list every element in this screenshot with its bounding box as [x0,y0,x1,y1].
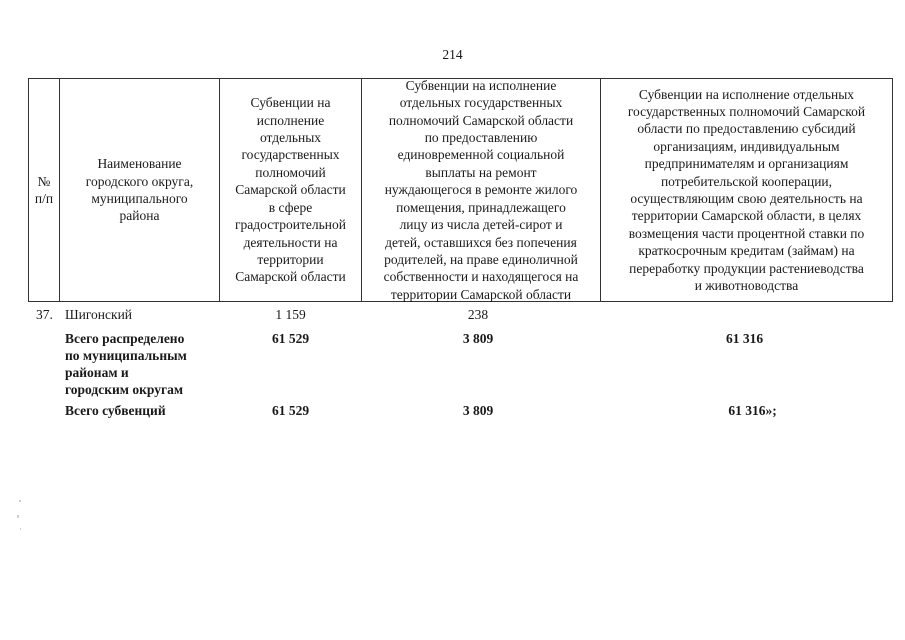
header-housing-repair-line: полномочий Самарской области [388,112,574,128]
header-number-line: № [37,173,51,189]
scan-speck [19,500,21,502]
total-agri-credit: 61 316»; [728,403,777,418]
header-urban-planning-line: деятельности на [243,234,338,250]
header-urban-planning-line: исполнение [256,112,325,128]
header-housing-repair-line: собственности и находящегося на [383,269,579,285]
scan-speck [20,528,21,530]
header-agri-credit [600,78,893,302]
header-municipality-line: района [119,208,160,224]
total-distributed-label-line: городским округам [65,382,184,397]
total-distributed-urban-planning: 61 529 [271,331,310,346]
header-municipality-line: городского округа, [85,173,194,189]
header-housing-repair-line: лицу из числа детей-сирот и [399,217,563,233]
header-agri-credit-line: государственных полномочий Самарской [627,103,866,119]
header-agri-credit-line: осуществляющим свою деятельность на [630,191,863,206]
header-agri-credit-line: территории Самарской области, в целях [631,208,862,224]
header-housing-repair-line: детей, оставшихся без попечения [385,234,577,250]
header-housing-repair-line: территории Самарской области [390,286,572,302]
header-agri-credit-line: и животноводства [694,278,799,294]
header-housing-repair-line: единовременной социальной [397,147,565,163]
header-agri-credit-line: краткосрочным кредитам (займам) на [638,243,855,259]
header-housing-repair-line: помещения, принадлежащего [396,199,566,215]
total-urban-planning: 61 529 [271,403,310,418]
header-agri-credit-line: потребительской кооперации, [660,173,833,189]
header-housing-repair-line: Субвенции на исполнение [405,77,557,93]
header-urban-planning-line: отдельных [259,130,322,146]
total-label: Всего субвенций [65,403,166,418]
header-urban-planning-line: Самарской области [235,269,346,285]
row-name: Шигонский [65,307,133,322]
total-housing-repair: 3 809 [462,403,494,418]
row-value-urban-planning: 1 159 [275,307,306,322]
total-distributed-label [65,330,187,398]
header-housing-repair-line: отдельных государственных [399,95,563,111]
header-agri-credit-line: предпринимателям и организациям [644,156,849,172]
header-agri-credit-line: возмещения части процентной ставки по [628,225,865,241]
header-municipality-line: Наименование [97,156,182,172]
header-housing-repair-line: нуждающегося в ремонте жилого [384,182,578,198]
header-municipality [59,78,220,302]
row-value-housing-repair: 238 [467,307,489,322]
header-urban-planning-line: территории [257,251,324,267]
header-urban-planning-line: в сфере [268,199,313,215]
header-housing-repair-line: родителей, на праве единоличной [384,251,578,267]
total-distributed-housing-repair: 3 809 [462,331,494,346]
total-distributed-label-line: Всего распределено [65,331,185,346]
scan-speck [17,515,19,518]
header-urban-planning-line: Субвенции на [250,95,331,111]
header-agri-credit-line: Субвенции на исполнение отдельных [638,86,855,102]
header-urban-planning [219,78,362,302]
header-urban-planning-line: полномочий [255,164,326,180]
header-housing-repair-line: по предоставлению [424,130,538,146]
row-number: 37. [36,307,53,322]
header-number [28,78,60,302]
header-agri-credit-line: организациям, индивидуальным [653,138,840,154]
header-agri-credit-line: области по предоставлению субсидий [637,121,856,137]
header-agri-credit-line: переработку продукции растениеводства [629,260,864,276]
header-housing-repair-line: выплаты на ремонт [425,164,537,180]
total-distributed-agri-credit: 61 316 [725,331,764,346]
page-number: 214 [442,47,463,62]
header-urban-planning-line: государственных [241,147,340,163]
header-housing-repair [361,78,601,302]
total-distributed-label-line: районам и [65,365,129,380]
header-urban-planning-line: Самарской области [235,182,346,198]
header-municipality-line: муниципального [91,191,188,206]
total-distributed-label-line: по муниципальным [65,348,187,363]
header-urban-planning-line: градостроительной [235,217,346,233]
header-number-line: п/п [34,191,54,206]
